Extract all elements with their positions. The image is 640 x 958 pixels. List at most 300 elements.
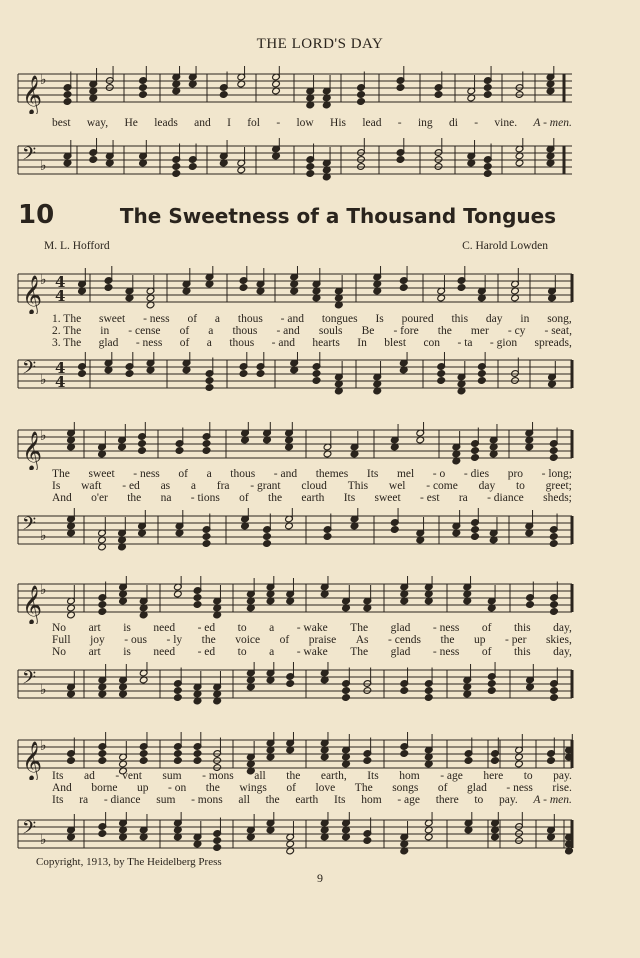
note-head — [202, 447, 211, 455]
note-head — [286, 680, 295, 688]
lyric-syllable: the — [127, 492, 142, 504]
note-head — [511, 377, 520, 385]
note-head — [487, 680, 496, 688]
note-head — [547, 757, 556, 765]
lyric-syllable: wings — [239, 782, 267, 794]
lyric-syllable: fra — [216, 480, 230, 492]
lyric-syllable: glad — [390, 622, 411, 634]
lyric-syllable: this — [514, 622, 531, 634]
lyric-syllable: No — [52, 622, 67, 634]
bass-clef-icon: 𝄢 — [22, 144, 37, 169]
lyric-syllable: As — [355, 634, 369, 646]
note-head — [483, 91, 492, 99]
lyric-syllable: of — [239, 492, 249, 504]
note-head — [549, 447, 558, 455]
lyric-syllable: to — [515, 480, 525, 492]
lyric-syllable: ra — [79, 794, 89, 806]
lyric-syllable: of — [481, 646, 492, 658]
lyric-syllable: need — [153, 622, 176, 634]
lyric-syllable: need — [153, 646, 176, 658]
lyric-syllable: - on — [168, 782, 187, 794]
note-head — [173, 750, 182, 758]
lyric-syllable: He — [124, 117, 138, 129]
system-2-verse-3 — [52, 492, 572, 504]
system-4-verse-3 — [52, 794, 572, 806]
lyric-syllable: fol — [247, 117, 260, 129]
note-head — [550, 687, 559, 695]
note-head — [213, 837, 222, 845]
lyric-syllable: thous — [229, 337, 255, 349]
flat-sign-icon: ♭ — [40, 428, 47, 444]
note-head — [357, 156, 366, 164]
note-head — [363, 687, 372, 695]
note-head — [471, 533, 480, 541]
lyric-syllable: a — [214, 313, 221, 325]
lyric-syllable: of — [179, 325, 190, 337]
note-head — [202, 533, 211, 541]
bass-clef-icon: 𝄢 — [22, 514, 37, 539]
lyric-syllable: The — [350, 622, 369, 634]
lyric-syllable: - ness — [135, 337, 163, 349]
lyric-syllable: in — [100, 325, 110, 337]
system-1-verse-2 — [52, 325, 572, 337]
lyric-syllable: Its — [52, 770, 64, 782]
flat-sign-icon: ♭ — [40, 738, 47, 754]
lyric-syllable: the — [440, 634, 455, 646]
lyric-syllable: - and — [273, 468, 298, 480]
note-head — [98, 608, 107, 616]
note-head — [515, 837, 524, 845]
lyric-syllable: day, — [553, 646, 572, 658]
lyric-syllable: of — [178, 468, 188, 480]
prev-bass-staff — [0, 138, 640, 186]
lyric-syllable: Its — [334, 794, 346, 806]
note-head — [173, 687, 182, 695]
lyric-syllable: The — [350, 646, 369, 658]
lyric-syllable: the — [201, 634, 216, 646]
hymn-title: The Sweetness of a Thousand Tongues — [119, 204, 557, 228]
note-head — [202, 440, 211, 448]
lyric-syllable: spreads, — [534, 337, 572, 349]
lyric-syllable: day — [478, 480, 496, 492]
note-head — [400, 750, 409, 758]
lyric-syllable: - — [397, 117, 402, 129]
note-head — [139, 757, 148, 765]
note-head — [434, 156, 443, 164]
lyric-syllable: in — [520, 313, 530, 325]
lyric-syllable: day, — [553, 622, 572, 634]
amen-text: A - men. — [533, 794, 572, 806]
flat-sign-icon: ♭ — [40, 158, 47, 174]
prev-lyric-line — [52, 117, 572, 129]
lyric-syllable: art — [88, 646, 101, 658]
lyric-syllable: cloud — [301, 480, 327, 492]
lyric-syllable: The — [52, 468, 70, 480]
note-head — [549, 533, 558, 541]
lyric-syllable: of — [187, 313, 198, 325]
lyric-syllable: to — [474, 794, 484, 806]
lyric-syllable: His — [330, 117, 347, 129]
flat-sign-icon: ♭ — [40, 582, 47, 598]
page-number: 9 — [317, 871, 323, 885]
lyric-syllable: In — [357, 337, 367, 349]
system-3-verse-3 — [52, 646, 572, 658]
bass-clef-icon: 𝄢 — [22, 358, 37, 383]
lyric-syllable: - ness — [432, 646, 460, 658]
note-head — [491, 757, 500, 765]
lyric-syllable: leads — [154, 117, 178, 129]
lyric-syllable: voice — [235, 634, 261, 646]
lyric-syllable: Its — [367, 770, 379, 782]
time-signature-bottom: 4 — [55, 287, 66, 305]
system-3-verse-1 — [52, 622, 572, 634]
flat-sign-icon: ♭ — [40, 72, 47, 88]
lyric-syllable: - ly — [166, 634, 183, 646]
flat-sign-icon: ♭ — [40, 682, 47, 698]
lyric-syllable: souls — [318, 325, 343, 337]
lyric-syllable: - and — [280, 313, 304, 325]
lyric-syllable: this — [514, 646, 531, 658]
lyric-syllable: glad — [390, 646, 411, 658]
system-2-verse-2 — [52, 480, 572, 492]
lyric-syllable: low — [296, 117, 314, 129]
note-head — [89, 156, 98, 164]
lyric-syllable: the — [286, 770, 301, 782]
lyric-syllable: sweet — [99, 313, 126, 325]
lyric-syllable: this — [451, 313, 469, 325]
lyric-syllable: - cense — [128, 325, 161, 337]
note-head — [464, 757, 473, 765]
lyric-syllable: wel — [388, 480, 406, 492]
lyric-syllable: ra — [458, 492, 468, 504]
lyric-syllable: - diance — [103, 794, 141, 806]
note-head — [471, 454, 480, 462]
lyric-syllable: praise — [308, 634, 337, 646]
note-head — [67, 757, 76, 765]
lyric-syllable: pro — [507, 468, 524, 480]
note-head — [78, 370, 87, 378]
lyric-syllable: con — [423, 337, 441, 349]
note-head — [549, 540, 558, 548]
lyric-syllable: I — [227, 117, 231, 129]
lyric-syllable: mer — [470, 325, 489, 337]
lyric-syllable: is — [123, 622, 131, 634]
lyric-syllable: poured — [401, 313, 434, 325]
lyric-syllable: di — [448, 117, 458, 129]
lyric-syllable: pay. — [553, 770, 572, 782]
lyric-syllable: greet; — [545, 480, 572, 492]
lyric-syllable: - ness — [506, 782, 533, 794]
lyric-syllable: Is — [375, 313, 384, 325]
lyric-syllable: No — [52, 646, 67, 658]
lyric-syllable: - mons — [191, 794, 223, 806]
note-head — [342, 694, 351, 702]
lyric-syllable: - o — [432, 468, 446, 480]
lyric-syllable: - gion — [489, 337, 518, 349]
lyric-syllable: sweet — [88, 468, 115, 480]
lyric-syllable: Full — [52, 634, 71, 646]
lyric-syllable: art — [88, 622, 101, 634]
system-1-treble-staff — [0, 266, 640, 314]
note-head — [173, 757, 182, 765]
note-head — [104, 284, 113, 292]
lyric-syllable: Its — [366, 468, 379, 480]
lyric-syllable: tongues — [321, 313, 358, 325]
lyric-syllable: glad — [98, 337, 119, 349]
lyric-syllable: songs — [392, 782, 419, 794]
system-1-bass-staff — [0, 352, 640, 400]
lyric-syllable: lead — [362, 117, 382, 129]
lyric-syllable: of — [286, 782, 296, 794]
system-4-verse-2 — [52, 782, 572, 794]
lyric-syllable: all — [238, 794, 250, 806]
lyric-syllable: sweet — [374, 492, 401, 504]
note-head — [357, 98, 366, 106]
lyric-syllable: skies, — [545, 634, 572, 646]
note-head — [357, 163, 366, 171]
note-head — [363, 757, 372, 765]
treble-clef-icon: 𝄞 — [22, 75, 43, 114]
note-head — [437, 370, 446, 378]
lyric-syllable: - seat, — [544, 325, 572, 337]
note-head — [483, 163, 492, 171]
lyric-syllable: - ed — [122, 480, 140, 492]
lyric-syllable: is — [123, 646, 131, 658]
system-3-verse-2 — [52, 634, 572, 646]
note-head — [550, 608, 559, 616]
lyric-syllable: 2. The — [52, 325, 82, 337]
lyric-syllable: na — [160, 492, 172, 504]
treble-clef-icon: 𝄞 — [22, 585, 43, 624]
note-head — [483, 170, 492, 178]
lyric-syllable: - ness — [432, 622, 460, 634]
lyric-syllable: - ed — [197, 646, 216, 658]
note-head — [515, 91, 524, 99]
lyric-syllable: - cends — [388, 634, 421, 646]
note-head — [400, 687, 409, 695]
lyric-syllable: of — [179, 337, 190, 349]
lyric-syllable: earth, — [320, 770, 347, 782]
lyric-syllable: there — [435, 794, 459, 806]
lyric-syllable: here — [483, 770, 504, 782]
note-head — [63, 98, 72, 106]
note-head — [390, 526, 399, 534]
lyric-syllable: - ed — [197, 622, 216, 634]
lyric-syllable: sum — [162, 770, 182, 782]
note-head — [363, 837, 372, 845]
hymn-number: 10 — [18, 200, 55, 230]
lyric-syllable: This — [347, 480, 369, 492]
note-head — [457, 284, 466, 292]
time-signature-bottom: 4 — [55, 373, 66, 391]
lyric-syllable: borne — [91, 782, 118, 794]
note-head — [139, 91, 148, 99]
system-3-bass-staff — [0, 662, 640, 710]
lyric-syllable: 3. The — [52, 337, 82, 349]
note-head — [256, 370, 265, 378]
time-signature-top: 4 — [55, 359, 66, 377]
note-head — [396, 156, 405, 164]
system-2-verse-1 — [52, 468, 572, 480]
lyric-syllable: - long; — [541, 468, 572, 480]
lyric-syllable: Its — [343, 492, 356, 504]
time-signature-top: 4 — [55, 273, 66, 291]
flat-sign-icon: ♭ — [40, 832, 47, 848]
note-head — [193, 750, 202, 758]
lyric-syllable: - fore — [393, 325, 419, 337]
lyric-syllable: a — [190, 480, 197, 492]
lyric-syllable: sum — [156, 794, 176, 806]
lyric-syllable: And — [52, 492, 72, 504]
note-head — [98, 757, 107, 765]
note-head — [434, 91, 443, 99]
note-head — [323, 533, 332, 541]
lyric-syllable: - ta — [457, 337, 473, 349]
note-head — [471, 447, 480, 455]
note-head — [549, 454, 558, 462]
note-head — [193, 757, 202, 765]
system-4-bass-staff — [0, 812, 640, 860]
treble-clef-icon: 𝄞 — [22, 741, 43, 780]
note-head — [202, 540, 211, 548]
lyric-syllable: a — [206, 337, 212, 349]
lyric-syllable: a — [208, 325, 214, 337]
lyric-syllable: Is — [52, 480, 61, 492]
note-head — [173, 694, 182, 702]
lyric-syllable: ing — [417, 117, 433, 129]
note-head — [239, 284, 248, 292]
note-head — [193, 594, 202, 602]
flat-sign-icon: ♭ — [40, 528, 47, 544]
lyric-syllable: of — [437, 782, 448, 794]
lyric-syllable: - and — [271, 337, 295, 349]
note-head — [219, 91, 228, 99]
lyric-syllable: Be — [361, 325, 375, 337]
lyric-syllable: thous — [232, 325, 258, 337]
lyric-syllable: ad — [84, 770, 95, 782]
lyric-syllable: to — [237, 622, 247, 634]
lyric-syllable: best — [52, 117, 71, 129]
lyric-syllable: day — [485, 313, 503, 325]
lyric-syllable: up — [474, 634, 486, 646]
lyric-syllable: earth — [301, 492, 325, 504]
note-head — [138, 447, 147, 455]
note-head — [312, 370, 321, 378]
note-head — [550, 694, 559, 702]
note-head — [437, 377, 446, 385]
note-head — [477, 370, 486, 378]
note-head — [306, 163, 315, 171]
note-head — [342, 687, 351, 695]
copyright-notice: Copyright, 1913, by The Heidelberg Press — [36, 856, 222, 868]
note-head — [424, 687, 433, 695]
lyric-syllable: - per — [505, 634, 527, 646]
lyric-syllable: - — [276, 117, 281, 129]
composer-credit: C. Harold Lowden — [462, 240, 548, 252]
lyric-syllable: rise. — [552, 782, 572, 794]
note-head — [396, 84, 405, 92]
lyric-syllable: - vent — [115, 770, 142, 782]
lyric-syllable: as — [160, 480, 171, 492]
note-head — [434, 163, 443, 171]
lyric-syllable: - diance — [487, 492, 524, 504]
treble-clef-icon: 𝄞 — [22, 431, 43, 470]
lyric-syllable: blest — [384, 337, 407, 349]
lyric-syllable: - ness — [143, 313, 170, 325]
lyric-syllable: up — [137, 782, 149, 794]
system-2-bass-staff — [0, 508, 640, 556]
lyric-syllable: joy — [90, 634, 105, 646]
flat-sign-icon: ♭ — [40, 272, 47, 288]
system-1-verse-1 — [52, 313, 572, 325]
lyric-syllable: the — [265, 794, 280, 806]
note-head — [172, 163, 181, 171]
lyric-syllable: - mons — [202, 770, 234, 782]
note-head — [424, 694, 433, 702]
lyric-syllable: And — [52, 782, 72, 794]
lyric-syllable: themes — [315, 468, 349, 480]
note-head — [193, 601, 202, 609]
lyric-syllable: all — [254, 770, 266, 782]
note-head — [263, 540, 272, 548]
note-head — [487, 687, 496, 695]
lyric-syllable: - ous — [124, 634, 147, 646]
lyric-syllable: glad — [467, 782, 487, 794]
note-head — [357, 91, 366, 99]
flat-sign-icon: ♭ — [40, 372, 47, 388]
lyric-syllable: The — [354, 782, 373, 794]
note-head — [239, 370, 248, 378]
lyric-syllable: Its — [52, 794, 64, 806]
lyric-syllable: to — [523, 770, 533, 782]
treble-clef-icon: 𝄞 — [22, 275, 43, 314]
author-credit: M. L. Hofford — [44, 240, 110, 252]
lyric-syllable: of — [481, 622, 492, 634]
note-head — [139, 84, 148, 92]
note-head — [175, 447, 184, 455]
note-head — [205, 377, 214, 385]
lyric-syllable: vine. — [494, 117, 518, 129]
lyric-syllable: - est — [420, 492, 440, 504]
lyric-syllable: mel — [396, 468, 415, 480]
note-head — [125, 370, 134, 378]
note-head — [550, 601, 559, 609]
lyric-syllable: - cy — [507, 325, 526, 337]
note-head — [205, 384, 214, 392]
note-head — [526, 601, 535, 609]
system-4-verse-1 — [52, 770, 572, 782]
lyric-syllable: thous — [237, 313, 263, 325]
note-head — [263, 533, 272, 541]
lyric-syllable: and — [194, 117, 211, 129]
lyric-syllable: love — [315, 782, 336, 794]
note-head — [172, 170, 181, 178]
note-head — [138, 440, 147, 448]
system-1-verse-3 — [52, 337, 572, 349]
lyric-syllable: a — [269, 622, 275, 634]
lyric-syllable: - age — [397, 794, 420, 806]
amen-text: A - men. — [533, 117, 572, 129]
bass-clef-icon: 𝄢 — [22, 818, 37, 843]
lyric-syllable: to — [237, 646, 247, 658]
lyric-syllable: pay. — [499, 794, 518, 806]
bass-clef-icon: 𝄢 — [22, 668, 37, 693]
lyric-syllable: a — [206, 468, 212, 480]
note-head — [312, 377, 321, 385]
lyric-syllable: of — [279, 634, 290, 646]
prev-treble-staff — [0, 66, 640, 114]
note-head — [139, 750, 148, 758]
